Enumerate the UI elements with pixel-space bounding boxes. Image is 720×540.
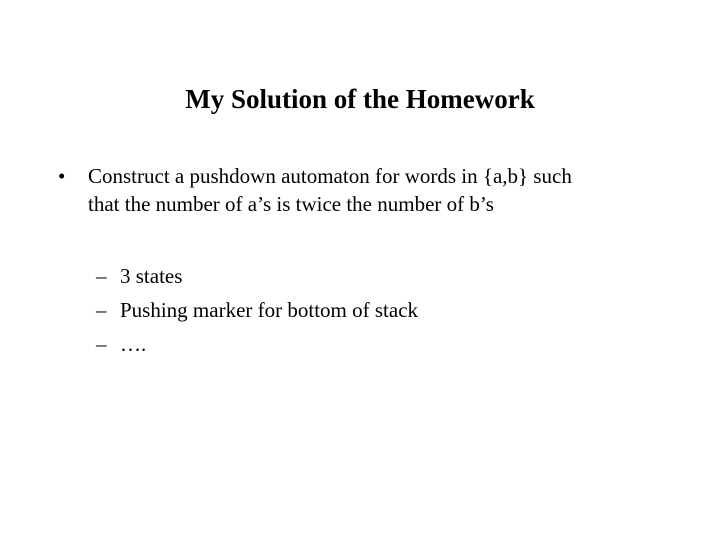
sub-bullet-item [96, 327, 656, 361]
sub-bullet-text: Pushing marker for bottom of stack [120, 298, 419, 322]
sub-bullet-list [96, 259, 656, 361]
sub-bullet-item [96, 259, 656, 293]
slide-title: My Solution of the Homework [185, 84, 535, 114]
sub-bullet-text: 3 states [120, 264, 183, 288]
sub-bullet-item [96, 293, 656, 327]
dash-icon: – [96, 332, 107, 356]
dash-icon: – [96, 298, 107, 322]
bullet-text-line-1: Construct a pushdown automaton for words in {a,b} such [88, 164, 572, 188]
bullet-text [88, 162, 668, 218]
dash-icon: – [96, 264, 107, 288]
bullet-icon: • [58, 164, 66, 188]
sub-bullet-text: …. [120, 332, 147, 356]
bullet-text-line-2: that the number of a’s is twice the number of b’s [88, 192, 494, 216]
